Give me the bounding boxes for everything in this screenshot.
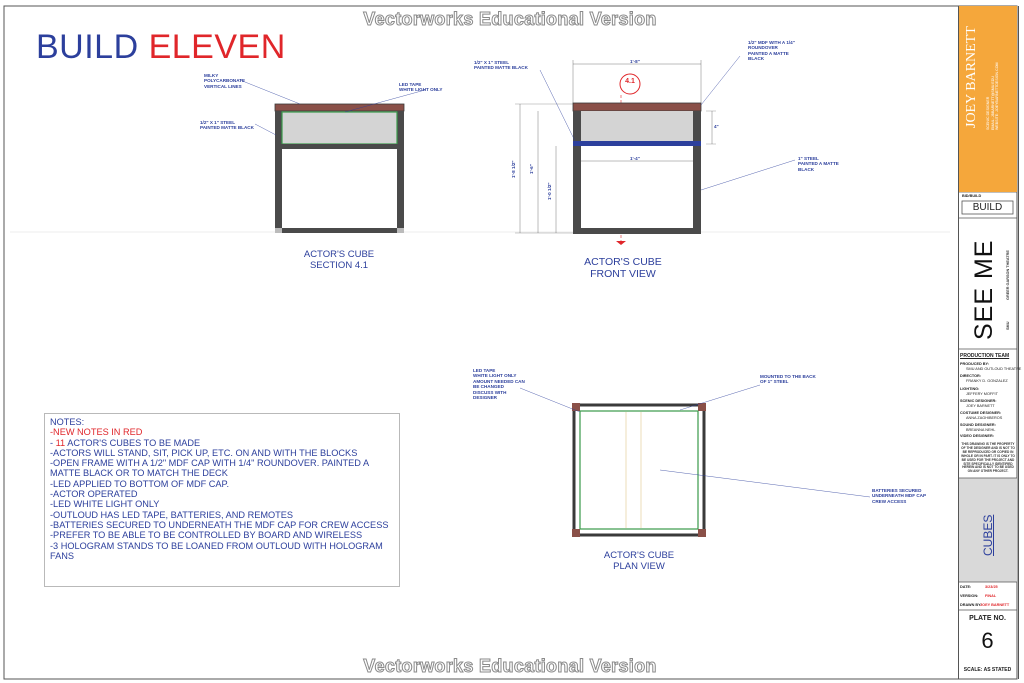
drawing-type-label: BID/BUILD [962, 194, 982, 198]
show-title: SEE ME [970, 239, 998, 340]
dim-mid-width: 1'-4" [630, 156, 640, 161]
label-batteries: BATTERIES SECURED UNDERNEATH MDF CAP CREW ACCESS [872, 488, 927, 504]
leader-mounted [680, 385, 760, 410]
front-led-rail [573, 141, 701, 146]
leader-plan-led [520, 388, 580, 412]
team-name: SMU AND OUTLOUD THEATRE [966, 367, 1022, 371]
title-build: BUILD [36, 28, 139, 66]
leader-1in-steel [701, 160, 795, 190]
caption-plan: ACTOR'S CUBE PLAN VIEW [603, 550, 675, 572]
drawing-type: BUILD [972, 202, 1003, 213]
front-view-drawing [515, 56, 795, 245]
caption-section: ACTOR'S CUBE SECTION 4.1 [303, 249, 375, 271]
designer-name: JOEY BARNETT [964, 26, 979, 128]
designer-contact: SCENIC DESIGNER EMAIL: JBBARNETT@SMU.EDU WEBSITE: JOEYBARNETTDESIGN.COM [986, 62, 999, 130]
open-frame [282, 149, 397, 229]
notes-line: -OPEN FRAME WITH A 1/2" MDF CAP WITH 1/4" ROUNDOVER. PAINTED A MATTE BLACK OR TO MATCH THE DECK [50, 458, 369, 479]
page-title [36, 28, 286, 67]
label-mounted: MOUNTED TO THE BACK OF 1" STEEL [760, 374, 816, 385]
scale-label: SCALE: AS STATED [963, 667, 1012, 673]
drawn-by-label: DRAWN BY: [960, 603, 982, 607]
foot-right [397, 228, 404, 233]
label-front-steel: 1/2" X 1" STEEL PAINTED MATTE BLACK [474, 60, 528, 71]
leader-polycarbonate [240, 80, 300, 104]
plate-number: 6 [981, 628, 994, 653]
team-name: JEFFERY MOFFIT [966, 392, 998, 396]
notes-line: -LED WHITE LIGHT ONLY [50, 499, 160, 510]
caption-front: ACTOR'S CUBE FRONT VIEW [584, 256, 662, 280]
team-role: DIRECTOR: [960, 374, 982, 378]
label-section-steel: 1/2" X 1" STEEL PAINTED MATTE BLACK [200, 120, 254, 131]
watermark-top: Vectorworks Educational Version [363, 9, 657, 29]
team-name: FRANKY D. GONZALEZ [966, 379, 1008, 383]
corner-br [698, 529, 706, 537]
notes-count-line: - 11 ACTOR'S CUBES TO BE MADE [50, 437, 201, 448]
team-role: SOUND DESIGNER: [960, 423, 996, 427]
front-bottom-rail [573, 228, 701, 234]
title-eleven: ELEVEN [148, 28, 286, 66]
title-block [958, 6, 1022, 679]
mdf-cap-section [275, 104, 404, 111]
section-view-drawing [240, 80, 425, 233]
label-1in-steel: 1" STEEL PAINTED A MATTE BLACK [798, 156, 839, 172]
foot-left [275, 228, 282, 233]
plate-label: PLATE NO. [969, 615, 1006, 622]
leader-front-steel [540, 70, 575, 141]
dim-lower-height: 1'-0 1/2" [547, 182, 552, 200]
sheet-title: CUBES [981, 514, 995, 556]
leader-steel [255, 124, 276, 135]
watermark-bottom: Vectorworks Educational Version [363, 656, 657, 676]
school-name: SMU [1006, 321, 1010, 330]
corner-tl [572, 403, 580, 411]
notes-line: -ACTOR OPERATED [50, 489, 138, 500]
notes-line: -BATTERIES SECURED TO UNDERNEATH THE MDF CAP FOR CREW ACCESS [50, 519, 389, 530]
corner-bl [572, 529, 580, 537]
dim-total-height: 1'-8 1/2" [511, 160, 516, 178]
notes-line: -3 HOLOGRAM STANDS TO BE LOANED FROM OUTLOUD WITH HOLOGRAM FANS [50, 540, 383, 561]
left-leg [275, 111, 282, 233]
dim-cap-height: 4" [714, 124, 719, 129]
front-right-leg [693, 111, 701, 234]
dim-top-width: 1'-8" [630, 59, 640, 64]
right-leg [397, 111, 404, 233]
production-team-label: PRODUCTION TEAM [960, 353, 1010, 359]
team-role: SCENIC DESIGNER: [960, 399, 997, 403]
leader-mdf [701, 56, 740, 105]
label-led-tape: LED TAPE WHITE LIGHT ONLY [399, 82, 443, 93]
version-label: VERSION: [960, 594, 979, 598]
team-role: COSTUME DESIGNER: [960, 411, 1002, 415]
theatre-name: GREER GARSON THEATRE [1006, 250, 1010, 300]
front-mdf-cap [573, 103, 701, 111]
notes-line: -LED APPLIED TO BOTTOM OF MDF CAP. [50, 478, 230, 489]
notes-new-in-red: -NEW NOTES IN RED [50, 427, 143, 438]
label-mdf: 1/2" MDF WITH A 1/4" ROUNDOVER PAINTED A MATTE BLACK [748, 40, 795, 62]
team-name: BREANNA NEHL [966, 428, 996, 432]
front-left-leg [573, 111, 581, 234]
team-name: JOEY BARNETT [966, 404, 995, 408]
polycarbonate-panel [282, 112, 397, 144]
date-label: DATE: [960, 585, 972, 589]
mid-rail [275, 144, 404, 149]
plan-view-drawing [520, 385, 870, 537]
section-marker-label: 4.1 [625, 78, 635, 85]
notes-box [44, 413, 400, 587]
drawn-by-value: JOEY BARNETT [980, 603, 1010, 607]
notes-heading: NOTES: [50, 417, 85, 427]
front-panel [581, 111, 693, 144]
version-value: FINAL [985, 594, 997, 598]
dim-inner-height: 1'-6" [529, 164, 534, 174]
team-role: PRODUCED BY: [960, 362, 990, 366]
team-name: ANNA ZAGHIBEROS [966, 416, 1003, 420]
date-value: 3/23/25 [985, 585, 998, 589]
team-role: LIGHTING: [960, 387, 980, 391]
plan-frame [574, 405, 704, 535]
bottom-rail [275, 228, 404, 233]
notes-line: -ACTORS WILL STAND, SIT, PICK UP, ETC. ON AND WITH THE BLOCKS [50, 447, 358, 458]
notes-line: -PREFER TO BE ABLE TO BE CONTROLLED BY BOARD AND WIRELESS [50, 530, 363, 541]
label-polycarbonate: MILKY POLYCARBONATE VERTICAL LINES [204, 73, 246, 89]
disclaimer: THIS DRAWING IS THE PROPERTY OF THE DESIGNER AND IS NOT TO BE REPRODUCED OR COPIED IN WHOLE OR IN PART. IT IS ONLY TO BE USED FOR THE PROJECT AND SITE SPECIFICALLY IDENTIFIED HEREIN AND IS NOT TO BE USED ON ANY OTHER PROJECT. [961, 442, 1015, 474]
label-plan-led: LED TAPE WHITE LIGHT ONLY AMOUNT NEEDED CAN BE CHANGED DISCUSS WITH DESIGNER [473, 368, 525, 401]
team-role: VIDEO DESIGNER: [960, 434, 994, 438]
notes-line: -OUTLOUD HAS LED TAPE, BATTERIES, AND REMOTES [50, 509, 293, 520]
